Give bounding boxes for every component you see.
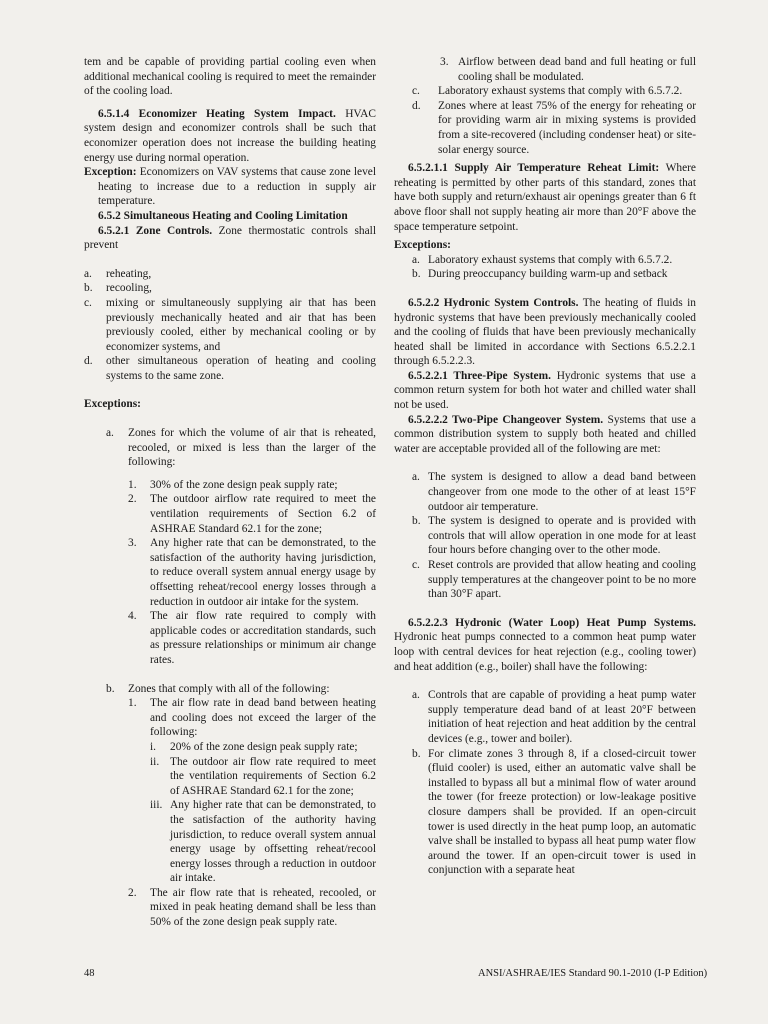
exception-label: Exception: (84, 166, 137, 179)
section-65211 (394, 161, 696, 234)
section-6522-text: The heating of fluids in hydronic systems that have been previously mechanically cooled and the cooling of fluids that have been previously mechanically heated shall be limited in accordance with Sections 6.5.2.2.1 through 6.5.2.2.3. (394, 296, 696, 368)
list-item: 3. Any higher rate that can be demonstrated, to the satisfaction of the authority having jurisdiction, to reduce overall system annual energy usage by offsetting reheat/recool energy losses through a reduction in outdoor air intake for the system. (128, 537, 376, 608)
section-65211-heading: 6.5.2.1.1 Supply Air Temperature Reheat Limit: (408, 162, 660, 175)
list-item: d. Zones where at least 75% of the energy for reheating or for providing warm air in mixing systems is provided from a site-recovered (including condenser heat) or site-solar energy source. (412, 99, 696, 156)
list-item: 1. The air flow rate in dead band between heating and cooling does not exceed the larger of the following: (128, 697, 376, 739)
list-item: 2. The air flow rate that is reheated, recooled, or mixed in peak heating demand shall be less than 50% of the zone design peak supply rate. (128, 886, 376, 929)
section-6514-heading: 6.5.1.4 Economizer Heating System Impact. (98, 107, 336, 120)
list-item: 1. 30% of the zone design peak supply rate; (128, 478, 338, 491)
list-item: b. recooling, (84, 282, 152, 295)
list-item: 3. Airflow between dead band and full heating or full cooling shall be modulated. (440, 56, 696, 83)
list-item: a. Controls that are capable of providing a heat pump water supply temperature dead band of at least 20°F between initiation of heat rejection and heat addition by the central devices (e.g., tower and boiler). (412, 689, 696, 745)
section-65221-heading: 6.5.2.2.1 Three-Pipe System. (408, 369, 551, 382)
list-item: 2. The outdoor airflow rate required to meet the ventilation requirements of Section 6.2 of ASHRAE Standard 62.1 for the zone; (128, 493, 376, 535)
section-65222-text: Systems that use a common distribution system to supply both heated and chilled water are acceptable provided all of the following are met: (394, 413, 696, 455)
section-6522 (394, 296, 696, 369)
list-item: iii. Any higher rate that can be demonstrated, to the satisfaction of the authority having jurisdiction, to reduce overall system annual energy usage by offsetting reheat/recool energy losses through a reduction in outdoor air intake. (150, 799, 376, 885)
section-6521-text: Zone thermostatic controls shall prevent (84, 224, 376, 252)
list-item: b. For climate zones 3 through 8, if a closed-circuit tower (fluid cooler) is used, either an automatic valve shall be installed to bypass all but a minimal flow of water around the tower (for freeze protection) or low-leakage positive closure dampers shall be provided. If an open-circuit tower is used directly in the heat pump loop, an automatic valve shall be installed to bypass all heat pump water flow around the tower. If an open-circuit tower is used in conjunction with a separate heat (412, 747, 696, 877)
list-item: c. Laboratory exhaust systems that comply with 6.5.7.2. (412, 85, 683, 98)
section-65223-heading: 6.5.2.2.3 Hydronic (Water Loop) Heat Pump Systems. (408, 616, 696, 629)
prevent-list (84, 267, 376, 384)
section-65223 (394, 616, 696, 674)
list-item: b. During preoccupancy building warm-up and setback (412, 268, 668, 281)
list-item: c. mixing or simultaneously supplying air that has been previously mechanically heated and air that has been previously cooled, either by mechanical cooling or by economizer systems, and (84, 296, 376, 353)
exception-6514 (84, 165, 376, 209)
page-number: 48 (84, 968, 95, 979)
section-6514-text: HVAC system design and economizer controls shall be such that economizer operation does not increase the building heating energy use during normal operation. (84, 107, 376, 164)
list-item: 4. The air flow rate required to comply with applicable codes or accreditation standards, such as pressure relationships or minimum air change rates. (128, 610, 376, 666)
list-item: ii. The outdoor air flow rate required to meet the ventilation requirements of Section 6.2 of ASHRAE Standard 62.1 for the zone; (150, 755, 376, 797)
section-652-heading: 6.5.2 Simultaneous Heating and Cooling Limitation (98, 209, 348, 222)
section-65221 (394, 369, 696, 413)
section-65221-text: Hydronic systems that use a common return system for both hot water and chilled water shall not be used. (394, 369, 696, 412)
exception-b: b. Zones that comply with all of the following: (106, 682, 330, 695)
intro-paragraph: tem and be capable of providing partial cooling even when additional mechanical cooling is required to meet the remainder of the cooling load. (84, 56, 376, 98)
exception-a: a. Zones for which the volume of air that is reheated, recooled, or mixed is less than the larger of the following: (106, 427, 376, 469)
exception-text: Economizers on VAV systems that cause zone level heating to increase due to a reduction in supply air temperature. (98, 166, 376, 208)
left-column (84, 55, 376, 930)
footer-standard: ANSI/ASHRAE/IES Standard 90.1-2010 (I-P Edition) (478, 968, 708, 979)
list-item: a. reheating, (84, 267, 152, 280)
section-6514 (84, 107, 376, 165)
right-column (394, 55, 696, 878)
exceptions-heading: Exceptions: (84, 398, 141, 411)
list-item: d. other simultaneous operation of heating and cooling systems to the same zone. (84, 355, 376, 382)
section-6521 (84, 224, 376, 253)
list-item: a. The system is designed to allow a dead band between changeover from one mode to the other of at least 15°F outdoor air temperature. (412, 471, 696, 513)
section-6521-heading: 6.5.2.1 Zone Controls. (98, 224, 213, 237)
section-6522-heading: 6.5.2.2 Hydronic System Controls. (408, 296, 579, 309)
section-65222 (394, 413, 696, 457)
list-item: i. 20% of the zone design peak supply rate; (150, 740, 358, 753)
list-item: c. Reset controls are provided that allow heating and cooling supply temperatures at the changeover point to be no more than 30°F apart. (412, 559, 696, 601)
list-item: a. Laboratory exhaust systems that comply with 6.5.7.2. (412, 253, 673, 266)
section-65222-heading: 6.5.2.2.2 Two-Pipe Changeover System. (408, 413, 604, 426)
exceptions-heading: Exceptions: (394, 239, 451, 252)
list-item: b. The system is designed to operate and is provided with controls that will allow operation in one mode for at least four hours before changing over to the other mode. (412, 515, 696, 557)
section-65223-text: Hydronic heat pumps connected to a common heat pump water loop with central devices for heat rejection (e.g., cooling tower) and heat addition (e.g., boiler) shall have the following: (394, 631, 696, 673)
section-65211-text: Where reheating is permitted by other parts of this standard, zones that have both supply and return/exhaust air openings greater than 6 ft above floor shall not supply heating air more than 20°F above the space temperature setpoint. (394, 162, 696, 233)
